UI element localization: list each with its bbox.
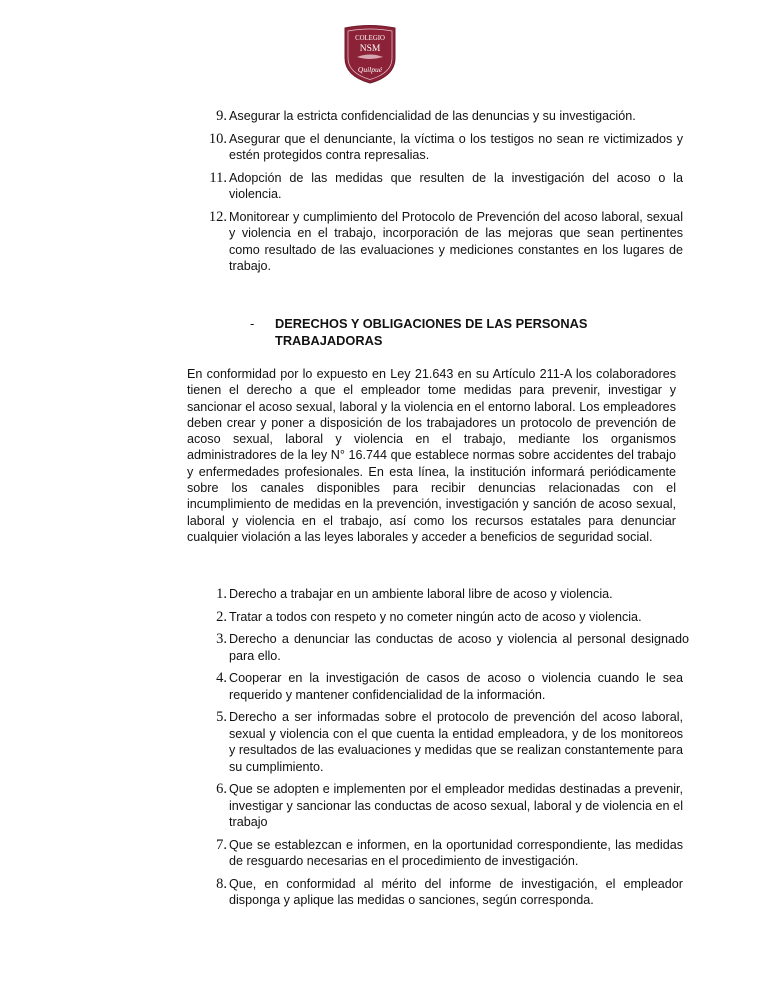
list-number: 12. [208,208,227,225]
heading-dash: - [250,316,255,331]
list-text: Que, en conformidad al mérito del informe de investigación, el empleador disponga y aplique las medidas o sanciones, según corresponda. [229,876,683,907]
list-item [207,108,683,125]
list-text: Derecho a denunciar las conductas de acoso y violencia al personal designado para ello. [229,632,689,663]
list-item [207,131,683,164]
list-text: Asegurar que el denunciante, la víctima o los testigos no sean re victimizados y estén protegidos contra represalias. [229,131,683,162]
list-text: Derecho a ser informadas sobre el protocolo de prevención del acoso laboral, sexual y violencia con el que cuenta la entidad empleadora, y de los monitoreos y resultados de las evaluaciones y medidas que se realizan constantemente para su cumplimiento. [229,710,683,774]
school-logo [341,24,399,84]
list-number: 11. [209,169,227,186]
list-number: 9. [216,108,227,124]
list-text: Asegurar la estricta confidencialidad de las denuncias y su investigación. [229,109,636,123]
list-number: 2. [216,608,227,625]
heading-text: DERECHOS Y OBLIGACIONES DE LAS PERSONAS TRABAJADORAS [275,316,588,348]
list-item [207,586,689,603]
logo-line-1: COLEGIO [355,35,385,42]
shield-logo-icon [341,24,399,84]
list-item [207,876,683,909]
list-text: Tratar a todos con respeto y no cometer ningún acto de acoso y violencia. [229,609,642,624]
list-item [207,709,683,775]
list-text: Adopción de las medidas que resulten de la investigación del acoso o la violencia. [229,170,683,201]
list-text: Que se adopten e implementen por el empleador medidas destinadas a prevenir, investigar y sancionar las conductas de acoso sexual, laboral y de violencia en el trabajo [229,782,683,829]
list-number: 3. [216,631,227,647]
list-number: 7. [216,836,227,853]
list-item [207,609,689,626]
list-item [207,837,683,870]
section-paragraph: En conformidad por lo expuesto en Ley 21.643 en su Artículo 211-A los colaboradores tienen el derecho a que el empleador tome medidas para prevenir, investigar y sancionar el acoso sexual, laboral y la violencia en el entorno laboral. Los empleadores deben crear y poner a disposición de los trabajadores un protocolo de prevención de acoso sexual, laboral y violencia en el trabajo, mediante los organismos administradores de la ley N° 16.744 que establece normas sobre accidentes del trabajo y enfermedades profesionales. En esta línea, la institución informará periódicamente sobre los canales disponibles para recibir denuncias relacionadas con el incumplimiento de medidas en la prevención, investigación y sanción de acoso sexual, laboral y violencia en el trabajo, así como los recursos estatales para denunciar cualquier violación a las leyes laborales y acceder a beneficios de seguridad social. [187,367,676,544]
list-text: Derecho a trabajar en un ambiente laboral libre de acoso y violencia. [229,587,613,601]
list-number: 1. [216,586,227,602]
section-heading [250,316,650,349]
logo-line-2: NSM [359,44,381,54]
list-number: 8. [216,875,227,892]
logo-line-3: Quilpué [357,65,383,74]
list-item [207,170,683,203]
list-text: Cooperar en la investigación de casos de acoso o violencia cuando le sea requerido y mantener confidencialidad de la información. [229,671,683,702]
list-item [207,209,683,275]
top-list [207,108,683,275]
list-text: Monitorear y cumplimiento del Protocolo de Prevención del acoso laboral, sexual y violencia en el trabajo, incorporación de las mejoras que sean pertinentes como resultado de las evaluaciones y mediciones constantes en los lugares de trabajo. [229,209,683,273]
list-item [207,631,689,664]
list-number: 5. [216,709,227,725]
list-number: 10. [208,130,227,147]
list-number: 6. [216,781,227,797]
list-item [207,781,683,831]
list-text: Que se establezcan e informen, en la oportunidad correspondiente, las medidas de resguardo necesarias en el procedimiento de investigación. [229,837,683,868]
rights-list [207,586,689,909]
list-number: 4. [216,670,227,686]
list-item [207,670,683,703]
